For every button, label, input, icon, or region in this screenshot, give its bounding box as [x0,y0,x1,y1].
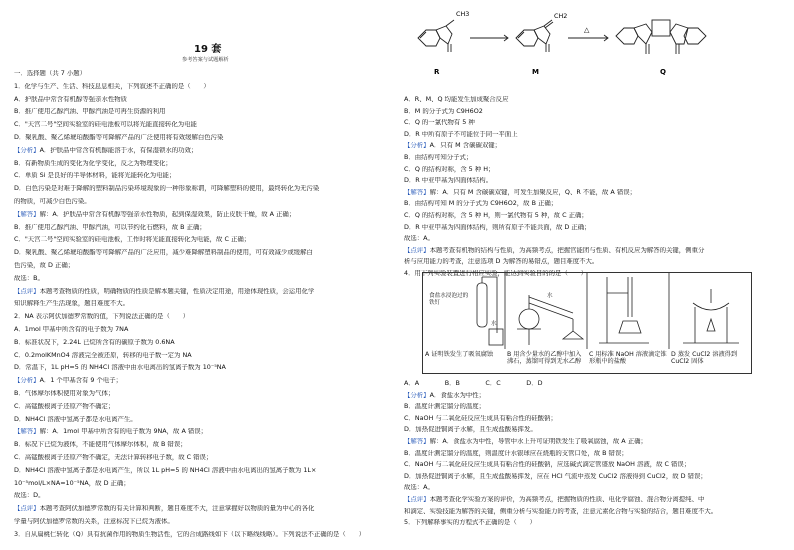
text-line: 故选：D。 [14,492,45,500]
text-line: C．NaOH 与二氧化硅反应生成具有粘合性的硅酸钠，应选碱式滴定管盛放 NaOH 溶液，故 C 错误； [404,461,691,469]
text-line: B．由结构可知分子式； [404,154,473,161]
caption-a: A 证明铁发生了吸氧腐蚀 [425,351,494,358]
text-line: A．A B．B C．C D．D [404,380,543,387]
text-line: D．R 中亚甲基为四面体结构，则所有原子不能共面，故 D 正确； [404,223,591,231]
text-line: A．护肤品中常含有机醇等强亲水性物质 [14,95,128,103]
text-line: C．Q 的一氯代物有 5 种 [404,119,475,127]
text-line: 一．选择题（共 7 小题） [14,70,87,77]
text-line: 析与应用能力的考查，注意选项 D 为解答的易错点，题目难度不大。 [404,258,599,266]
text-line: B．温度计测定馏分的温度，则温度计水银球应在烧瓶的支管口处，故 B 错误； [404,449,628,457]
text-line: C．"天宫二号"空间实验室的硅电池板，工作时将光能直接转化为电能，故 C 正确； [14,236,251,244]
text-line: A．R、M、Q 均能发生加成聚合反应 [404,96,509,103]
text-line: C．单质 Si 是良好的半导体材料，能将光能转化为电能； [14,172,176,180]
text-line: 4．用下列实验装置进行相应实验，能达到实验目的的是（ ） [404,270,588,277]
caption-c: C 用标准 NaOH 溶液滴定锥形瓶中的盐酸 [589,351,667,365]
text-line: 【解答】解：A．只有 M 含碳碳双键，可发生加聚反应，Q、R 不能，故 A 错误； [404,188,636,196]
apparatus-figure [422,272,752,374]
text-line: 故选：A。 [404,235,434,243]
text-line: D．R 中所有原子不可能位于同一平面上 [404,130,518,138]
text-line: 学量与阿伏加德罗常数的关系，注意标况下已烷为液体。 [14,518,174,525]
text-line: 故选：B。 [14,274,44,282]
molecule-r-icon [418,20,454,52]
text-line: 【点评】本题考查物质的性质，明确物质的性质是解本题关键，性质决定用途，用途体现性质，会运用化学 [14,287,315,295]
text-line: D．NH4Cl 溶液中氢离子都是水电离产生，所以 1L pH=5 的 NH4Cl 溶液中由水电离出的氢离子数为 1L× [14,466,317,474]
text-line: 【分析】A．1 个甲基含有 9 个电子； [14,377,123,385]
label-water-a: 水 [491,321,497,327]
caption-b: B 用含少量水的乙醇中加入沸石，蒸馏可得到无水乙醇 [507,351,582,365]
text-line: C．高锰酸根离子还原产物不确定； [14,402,115,410]
text-line: B．推广使用乙醇汽油、甲醇汽油，可以节约化石燃料，故 B 正确； [14,223,206,231]
text-line: D．R 中亚甲基为四面体结构。 [404,177,493,185]
label-m: M [532,68,539,76]
label-ch2: CH2 [554,12,568,20]
molecule-m-icon [516,20,553,52]
text-line: B．气体摩尔体积使用对象为气体； [14,390,115,397]
text-line: C．NaOH 与二氧化硅反应生成具有粘合性的硅酸钠； [404,414,557,422]
text-line: 10⁻⁵mol/L×NA=10⁻⁵NA，故 D 正确； [14,479,130,487]
text-line: B．M 的分子式为 C9H6O2 [404,107,483,115]
text-line: 【解答】解：A．食盐水为中性，导管中水上升可证明铁发生了吸氧腐蚀，故 A 正确； [404,438,647,445]
text-line: 故选：A。 [404,484,434,492]
text-line: B．有新物质生成的变化为化学变化，反之为物理变化； [14,159,172,167]
text-line: 和滴定、实验技能为解答的关键，侧重分析与实验能力的考查，注意元素化合物与实验的结合，题目难度不大。 [404,507,718,515]
text-line: B．推广使用乙醇汽油、甲醇汽油是可再生资源的利用 [14,108,166,116]
text-line: 【分析】A．护肤品中常含有机醇能溶于水，有保湿锁水的功效； [14,146,198,154]
text-line: C．0.2molKMnO4 溶液完全被还原，转移的电子数一定为 NA [14,351,192,359]
label-r: R [434,68,440,76]
apparatus-drawing [423,273,751,349]
text-line: 知识解释生产生活现象，题目难度不大。 [14,300,130,308]
text-line: 【解答】解：A．护肤品中常含有机醇等强亲水性物质，起到保湿效果，防止皮肤干燥，故 A 正确； [14,210,296,218]
text-line: 【点评】本题考查有机物的结构与性质，为高频考点，把握官能团与性质、有机反应为解答的关键，侧重分 [404,246,705,254]
text-line: C．高锰酸根离子还原产物不确定，无法计算转移电子数，故 C 错误； [14,454,213,461]
text-line: D．常温下，1L pH=5 的 NH4Cl 溶液中由水电离出的氢离子数为 10⁻⁵NA [14,364,226,372]
molecule-q-icon [616,20,706,54]
text-line: 的物质，可减少白色污染。 [14,198,91,205]
text-line: D．NH4Cl 溶液中氢离子都是水电离产生。 [14,415,137,423]
page-title: 19 套 [194,44,222,55]
text-line: D．白色污染是对难于降解的塑料制品污染环境现象的一种形象称谓，可降解塑料的使用，最终转化为无污染 [14,185,320,193]
text-line: D．聚乳酸、聚乙烯琥珀酸酯等可降解产品的广泛使用将有效缓解白色污染 [14,134,224,141]
label-q: Q [660,68,666,76]
text-line: B．标准状况下，2.24L 已烷所含有的碳原子数为 0.6NA [14,338,175,346]
label-ch3: CH3 [456,10,470,18]
text-line: 5．下列解释事实的方程式不正确的是（ ） [404,519,536,527]
text-line: A．1mol 甲基中所含有的电子数为 7NA [14,326,129,333]
label-iron-nail: 食盐水浸泡过的铁钉 [429,293,469,306]
text-line: 2．NA 表示阿伏加德罗常数的值，下列说法正确的是（ ） [14,313,190,321]
text-line: 1．化学与生产、生活、科技息息相关，下列叙述不正确的是（ ） [14,82,210,90]
text-line: 【点评】本题考查化学实验方案的评价，为高频考点，把握物质的性质、电化学腐蚀、混合物分离提纯、中 [404,496,705,503]
text-line: B．由结构可知 M 的分子式为 C9H6O2，故 B 正确； [404,200,558,208]
reaction-scheme [408,2,784,92]
text-line: 【解答】解：A．1mol 甲基中所含有的电子数为 9NA，故 A 错误； [14,428,208,436]
text-line: C．Q 的结构对称，含 5 种 H，则一氯代物有 5 种，故 C 正确； [404,212,588,219]
text-line: D．聚乳酸、聚乙烯琥珀酸酯等可降解产品的广泛应用，减少难降解塑料制品的使用，可有效减少或缓解白 [14,249,313,257]
page-subtitle: 参考答案与试题解析 [182,57,229,63]
text-line: 3．自从扁桃仁转化（Q）具有抗菌作用的物质生物活性，它的合成路线如下（以下略线线略）。下列说法不正确的是（ ） [14,530,365,538]
text-line: B．温度计测定馏分的温度； [404,403,486,411]
text-line: 色污染，故 D 正确； [14,262,75,269]
text-line: D．加热促进铜离子水解，且生成盐酸易挥发，应在 HCl 气流中蒸发 CuCl2 溶液得到 CuCl2，故 D 错误； [404,472,707,480]
label-heat: △ [584,26,590,34]
caption-d: D 蒸发 CuCl2 溶液得到 CuCl2 固体 [671,351,738,365]
text-line: C．"天宫二号"空间实验室的硅电池板可以将光能直接转化为电能 [14,121,197,129]
label-water-b: 水 [547,293,553,299]
text-line: 【分析】A．只有 M 含碳碳双键； [404,142,502,150]
text-line: B．标况下已烷为液体，不能使用气体摩尔体积，故 B 错误； [14,441,187,449]
text-line: C．Q 的结构对称，含 5 种 H； [404,165,495,173]
text-line: 【点评】本题考查阿伏加德罗常数的有关计算和判断，题目难度不大，注意掌握好以物质的量为中心的各化 [14,505,315,513]
text-line: D．加热促进铜离子水解，且生成盐酸易挥发。 [404,426,537,434]
text-line: 【分析】A．食盐水为中性； [404,391,486,399]
